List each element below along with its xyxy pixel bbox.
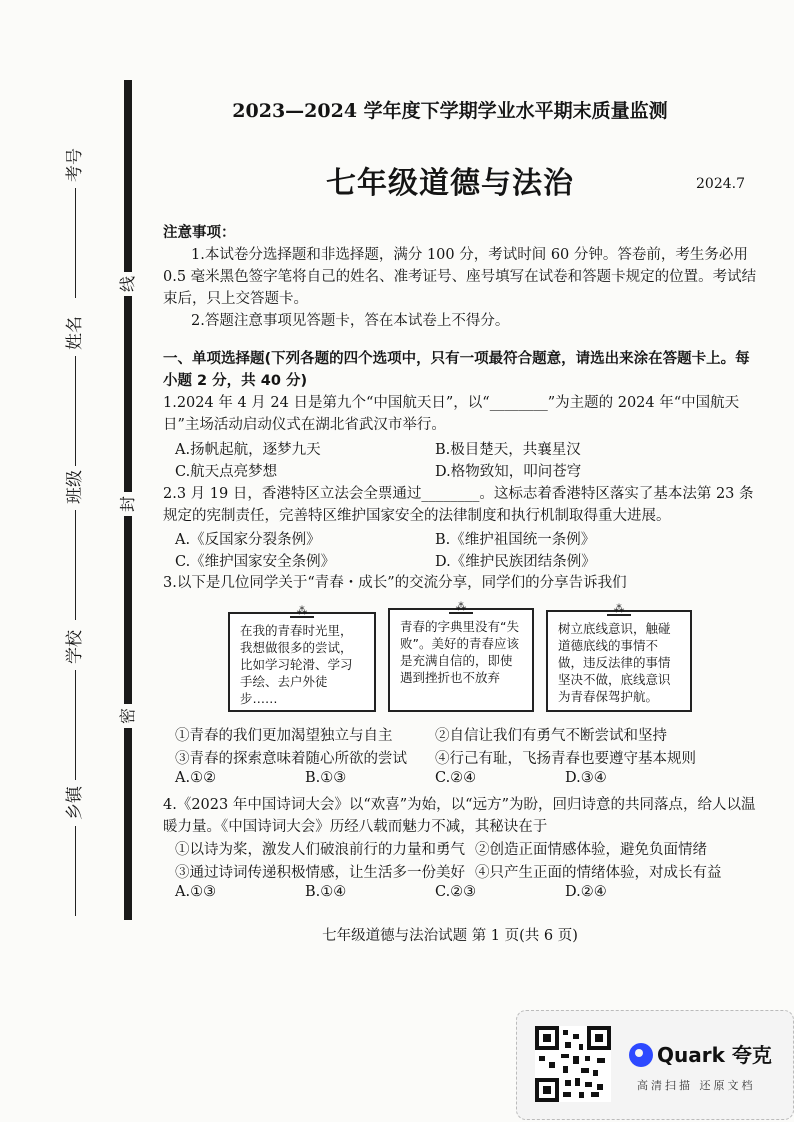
- quark-slogan: 高清扫描 还原文档: [637, 1079, 756, 1092]
- field-label: 班级: [65, 470, 85, 504]
- question-2-stem: 2.3 月 19 日，香港特区立法会全票通过________。这标志着香港特区落实了基本法第 23 条规定的宪制责任，完善特区维护国家安全的法律制度和执行机制取得重大进展。: [163, 486, 754, 524]
- field-township: [60, 786, 100, 1040]
- q4-statement-3: ③通过诗词传递积极情感，让生活多一份美好: [175, 865, 465, 881]
- q4-option-a: A.①③: [175, 884, 217, 900]
- clip-icon: ⁂: [449, 598, 473, 614]
- q3-option-d: D.③④: [565, 770, 607, 786]
- qr-code-icon: [535, 1026, 611, 1102]
- field-label: 考号: [65, 148, 85, 182]
- q1-option-b: B.极目楚天，共襄星汉: [435, 442, 581, 458]
- exam-date: 2024.7: [696, 176, 745, 192]
- seal-secret: 密: [116, 704, 140, 728]
- q2-option-b: B.《维护祖国统一条例》: [435, 532, 596, 548]
- q3-statement-2: ②自信让我们有勇气不断尝试和坚持: [435, 728, 667, 744]
- question-1-stem: 1.2024 年 4 月 24 日是第九个“中国航天日”，以“________”为主题的 2024 年“中国航天日”主场活动启动仪式在湖北省武汉市举行。: [163, 395, 740, 433]
- quark-logo: [629, 1039, 772, 1068]
- card-text: 青春的字典里没有“失败”。美好的青春应该是充满自信的，即使遇到挫折也不放弃: [400, 619, 519, 685]
- exam-header: 2023—2024 学年度下学期学业水平期末质量监测: [232, 100, 668, 122]
- q1-option-d: D.格物致知，叩问苍穹: [435, 464, 582, 480]
- field-label: 姓名: [65, 316, 85, 350]
- q3-option-b: B.①③: [305, 770, 347, 786]
- q4-statement-4: ④只产生正面的情绪体验，对成长有益: [475, 865, 722, 881]
- sharing-card: [546, 602, 692, 712]
- sharing-card: [228, 604, 376, 712]
- page-title: 七年级道德与法治: [326, 166, 574, 201]
- q3-statement-1: ①青春的我们更加渴望独立与自主: [175, 728, 393, 744]
- q4-option-d: D.②④: [565, 884, 607, 900]
- notice-title: 注意事项：: [163, 225, 236, 241]
- page-footer: 七年级道德与法治试题 第 1 页(共 6 页): [322, 928, 578, 944]
- q1-option-c: C.航天点亮梦想: [175, 464, 278, 480]
- q2-option-c: C.《维护国家安全条例》: [175, 554, 336, 570]
- card-text: 在我的青春时光里，我想做很多的尝试，比如学习轮滑、学习手绘、去户外徒步……: [240, 623, 353, 706]
- question-3-stem: 3.以下是几位同学关于“青春・成长”的交流分享，同学们的分享告诉我们: [163, 575, 627, 591]
- card-text: 树立底线意识，触碰道德底线的事情不做，违反法律的事情坚决不做，底线意识为青春保驾护航。: [558, 621, 671, 704]
- field-label: 学校: [65, 630, 85, 664]
- q4-statement-1: ①以诗为桨，激发人们破浪前行的力量和勇气: [175, 842, 465, 858]
- quark-brand: Quark 夸克: [657, 1043, 772, 1067]
- clip-icon: ⁂: [290, 602, 314, 618]
- q1-option-a: A.扬帆起航，逐梦九天: [175, 442, 321, 458]
- q4-option-b: B.①④: [305, 884, 347, 900]
- clip-icon: ⁂: [607, 600, 631, 616]
- field-label: 乡镇: [65, 786, 85, 820]
- q2-option-d: D.《维护民族团结条例》: [435, 554, 596, 570]
- quark-icon: [629, 1043, 653, 1067]
- notice-item: 1.本试卷分选择题和非选择题，满分 100 分，考试时间 60 分钟。答卷前，考生务必用 0.5 毫米黑色签字笔将自己的姓名、准考证号、座号填写在试卷和答题卡规定的位置。考试结束后，只上交答题卡。: [163, 247, 757, 307]
- q2-option-a: A.《反国家分裂条例》: [175, 532, 321, 548]
- q3-statement-4: ④行己有耻，飞扬青春也要遵守基本规则: [435, 751, 696, 767]
- q4-statement-2: ②创造正面情感体验，避免负面情绪: [475, 842, 707, 858]
- q3-option-c: C.②④: [435, 770, 477, 786]
- seal-line: 线: [116, 272, 140, 296]
- quark-watermark: [516, 1010, 794, 1120]
- notice-item: 2.答题注意事项见答题卡，答在本试卷上不得分。: [191, 313, 510, 329]
- seal-seal: 封: [116, 492, 140, 516]
- sharing-card: [388, 600, 534, 712]
- q3-statement-3: ③青春的探索意味着随心所欲的尝试: [175, 751, 407, 767]
- q3-option-a: A.①②: [175, 770, 217, 786]
- section-heading: 一、单项选择题(下列各题的四个选项中，只有一项最符合题意，请选出来涂在答题卡上。每小题 2 分，共 40 分): [163, 351, 750, 389]
- question-4-stem: 4.《2023 年中国诗词大会》以“欢喜”为始，以“远方”为盼，回归诗意的共同落点，给人以温暖力量。《中国诗词大会》历经八载而魅力不减，其秘诀在于: [163, 797, 756, 835]
- q4-option-c: C.②③: [435, 884, 477, 900]
